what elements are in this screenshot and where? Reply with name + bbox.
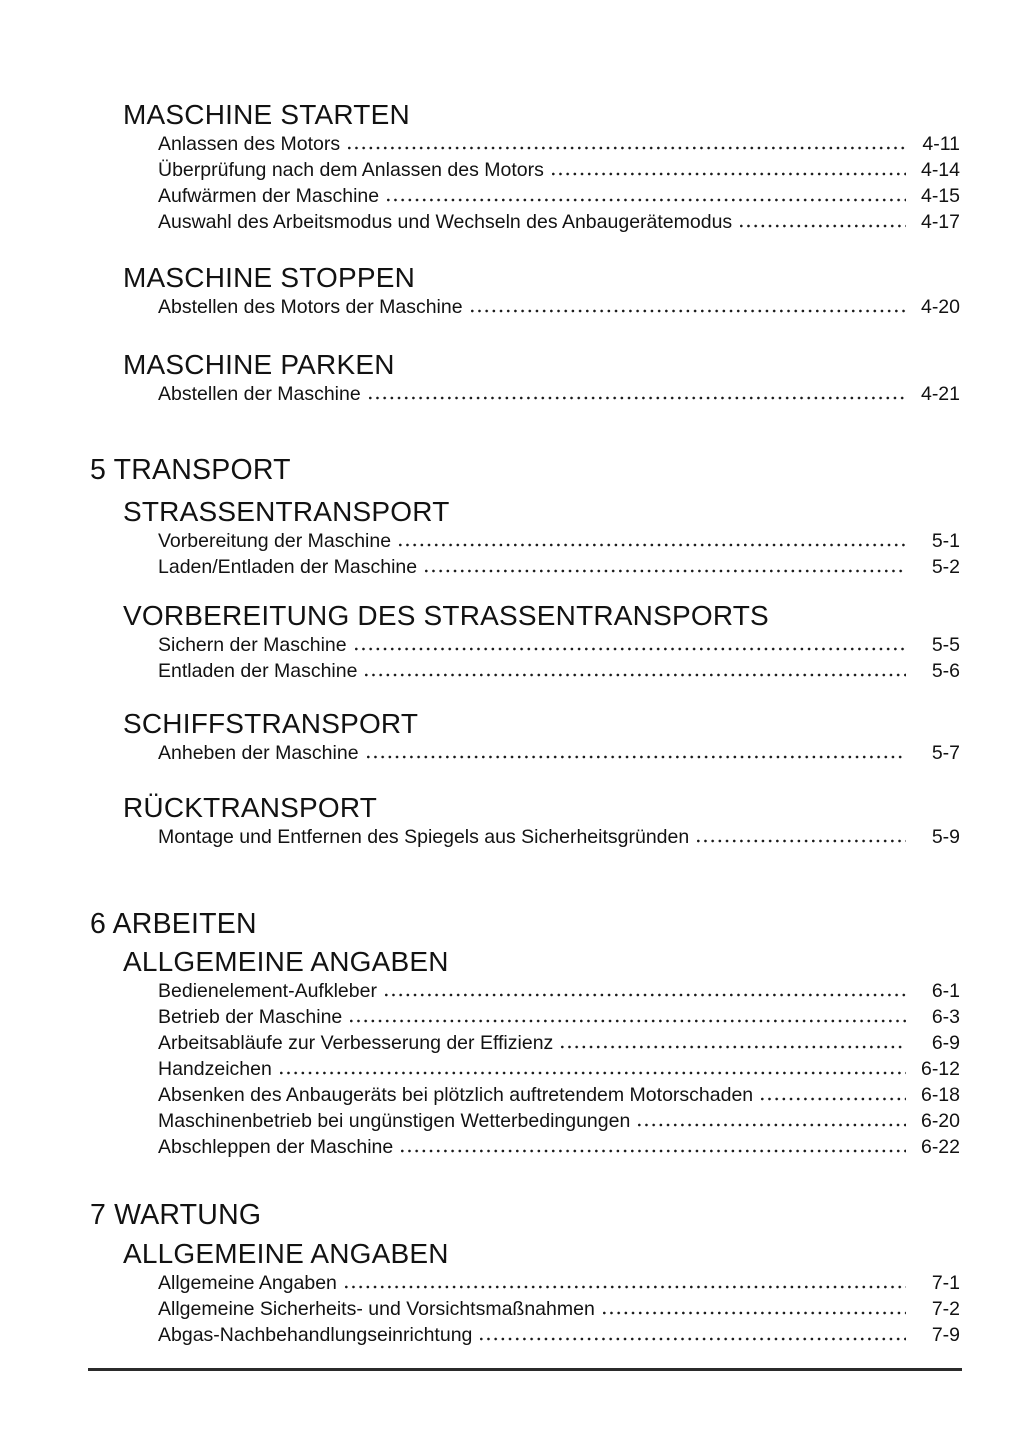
chapter-block [90, 906, 960, 942]
section-heading: MASCHINE STARTEN [123, 99, 410, 130]
toc-entry [158, 658, 960, 684]
page-number: 6-18 [920, 1084, 960, 1106]
entry-label: Allgemeine Angaben [158, 1272, 337, 1294]
dot-leader [740, 214, 906, 228]
page-number: 6-9 [931, 1032, 960, 1054]
entry-list [158, 1270, 960, 1348]
table-of-contents [90, 98, 960, 1348]
toc-entry [158, 1082, 960, 1108]
dot-leader [552, 162, 906, 176]
dot-leader [603, 1301, 906, 1315]
section-block [90, 791, 960, 850]
dot-leader [367, 745, 906, 759]
toc-entry [158, 824, 960, 850]
toc-entry [158, 978, 960, 1004]
section-heading: MASCHINE STOPPEN [123, 262, 416, 293]
entry-list [158, 978, 960, 1160]
entry-label: Arbeitsabläufe zur Verbesserung der Effizienz [158, 1032, 554, 1054]
entry-label: Aufwärmen der Maschine [158, 185, 380, 207]
entry-label: Sichern der Maschine [158, 634, 347, 656]
toc-entry [158, 1322, 960, 1348]
entry-list [158, 740, 960, 766]
page-number: 7-1 [931, 1272, 960, 1294]
entry-list [158, 528, 960, 580]
entry-label: Maschinenbetrieb bei ungünstigen Wetterbedingungen [158, 1110, 631, 1132]
dot-leader [385, 983, 906, 997]
entry-label: Betrieb der Maschine [158, 1006, 343, 1028]
dot-leader [345, 1275, 906, 1289]
chapter-block [90, 452, 960, 488]
entry-label: Handzeichen [158, 1058, 272, 1080]
page-number: 5-2 [931, 556, 960, 578]
toc-entry [158, 157, 960, 183]
page-number: 4-20 [920, 296, 960, 318]
toc-entry [158, 1270, 960, 1296]
dot-leader [365, 663, 906, 677]
entry-label: Abstellen der Maschine [158, 383, 361, 405]
footer-rule [88, 1368, 962, 1371]
chapter-block [90, 1197, 960, 1233]
section-heading: ALLGEMEINE ANGABEN [123, 1238, 449, 1269]
entry-label: Auswahl des Arbeitsmodus und Wechseln des Anbaugerätemodus [158, 211, 733, 233]
page-number: 4-14 [920, 159, 960, 181]
toc-entry [158, 632, 960, 658]
toc-entry [158, 1004, 960, 1030]
page-number: 6-20 [920, 1110, 960, 1132]
page-number: 5-1 [931, 530, 960, 552]
entry-list [158, 294, 960, 320]
page-number: 5-9 [931, 826, 960, 848]
section-block [90, 348, 960, 407]
dot-leader [280, 1061, 906, 1075]
page-number: 6-1 [931, 980, 960, 1002]
section-heading: MASCHINE PARKEN [123, 349, 395, 380]
toc-entry [158, 1296, 960, 1322]
entry-label: Allgemeine Sicherheits- und Vorsichtsmaßnahmen [158, 1298, 595, 1320]
section-block [90, 707, 960, 766]
dot-leader [638, 1113, 906, 1127]
dot-leader [697, 829, 906, 843]
section-block [90, 261, 960, 320]
toc-entry [158, 1108, 960, 1134]
dot-leader [480, 1327, 906, 1341]
dot-leader [355, 637, 906, 651]
page-number: 4-21 [920, 383, 960, 405]
dot-leader [425, 559, 906, 573]
entry-label: Montage und Entfernen des Spiegels aus Sicherheitsgründen [158, 826, 690, 848]
toc-entry [158, 1134, 960, 1160]
section-block [90, 945, 960, 1160]
entry-label: Anlassen des Motors [158, 133, 341, 155]
chapter-heading: 5 TRANSPORT [90, 454, 291, 486]
dot-leader [401, 1139, 906, 1153]
page-number: 4-11 [922, 133, 960, 155]
entry-label: Bedienelement-Aufkleber [158, 980, 377, 1002]
toc-entry [158, 528, 960, 554]
page-number: 6-22 [920, 1136, 960, 1158]
entry-list [158, 632, 960, 684]
dot-leader [761, 1087, 906, 1101]
entry-label: Überprüfung nach dem Anlassen des Motors [158, 159, 544, 181]
chapter-heading: 6 ARBEITEN [90, 908, 257, 940]
dot-leader [387, 188, 906, 202]
page-number: 5-5 [931, 634, 960, 656]
entry-list [158, 824, 960, 850]
toc-entry [158, 554, 960, 580]
entry-label: Laden/Entladen der Maschine [158, 556, 418, 578]
dot-leader [350, 1009, 906, 1023]
dot-leader [561, 1035, 906, 1049]
page-number: 6-12 [920, 1058, 960, 1080]
section-heading: VORBEREITUNG DES STRASSENTRANSPORTS [123, 600, 769, 631]
dot-leader [471, 299, 906, 313]
toc-entry [158, 1056, 960, 1082]
section-heading: SCHIFFSTRANSPORT [123, 708, 419, 739]
entry-label: Abschleppen der Maschine [158, 1136, 394, 1158]
entry-list [158, 131, 960, 235]
entry-label: Absenken des Anbaugeräts bei plötzlich auftretendem Motorschaden [158, 1084, 754, 1106]
chapter-heading: 7 WARTUNG [90, 1199, 262, 1231]
section-block [90, 98, 960, 235]
section-block [90, 1237, 960, 1348]
section-block [90, 495, 960, 580]
toc-entry [158, 209, 960, 235]
section-block [90, 599, 960, 684]
toc-entry [158, 381, 960, 407]
entry-label: Vorbereitung der Maschine [158, 530, 392, 552]
section-heading: STRASSENTRANSPORT [123, 496, 450, 527]
section-heading: RÜCKTRANSPORT [123, 792, 378, 823]
dot-leader [399, 533, 906, 547]
toc-entry [158, 131, 960, 157]
dot-leader [369, 386, 906, 400]
toc-entry [158, 294, 960, 320]
toc-entry [158, 740, 960, 766]
dot-leader [348, 136, 906, 150]
page-number: 7-2 [931, 1298, 960, 1320]
entry-list [158, 381, 960, 407]
entry-label: Abgas-Nachbehandlungseinrichtung [158, 1324, 473, 1346]
toc-entry [158, 1030, 960, 1056]
page-number: 5-7 [931, 742, 960, 764]
entry-label: Anheben der Maschine [158, 742, 359, 764]
page-number: 6-3 [931, 1006, 960, 1028]
page-number: 4-17 [920, 211, 960, 233]
entry-label: Abstellen des Motors der Maschine [158, 296, 463, 318]
section-heading: ALLGEMEINE ANGABEN [123, 946, 449, 977]
toc-entry [158, 183, 960, 209]
entry-label: Entladen der Maschine [158, 660, 358, 682]
page-number: 7-9 [931, 1324, 960, 1346]
page-number: 5-6 [931, 660, 960, 682]
page-number: 4-15 [920, 185, 960, 207]
